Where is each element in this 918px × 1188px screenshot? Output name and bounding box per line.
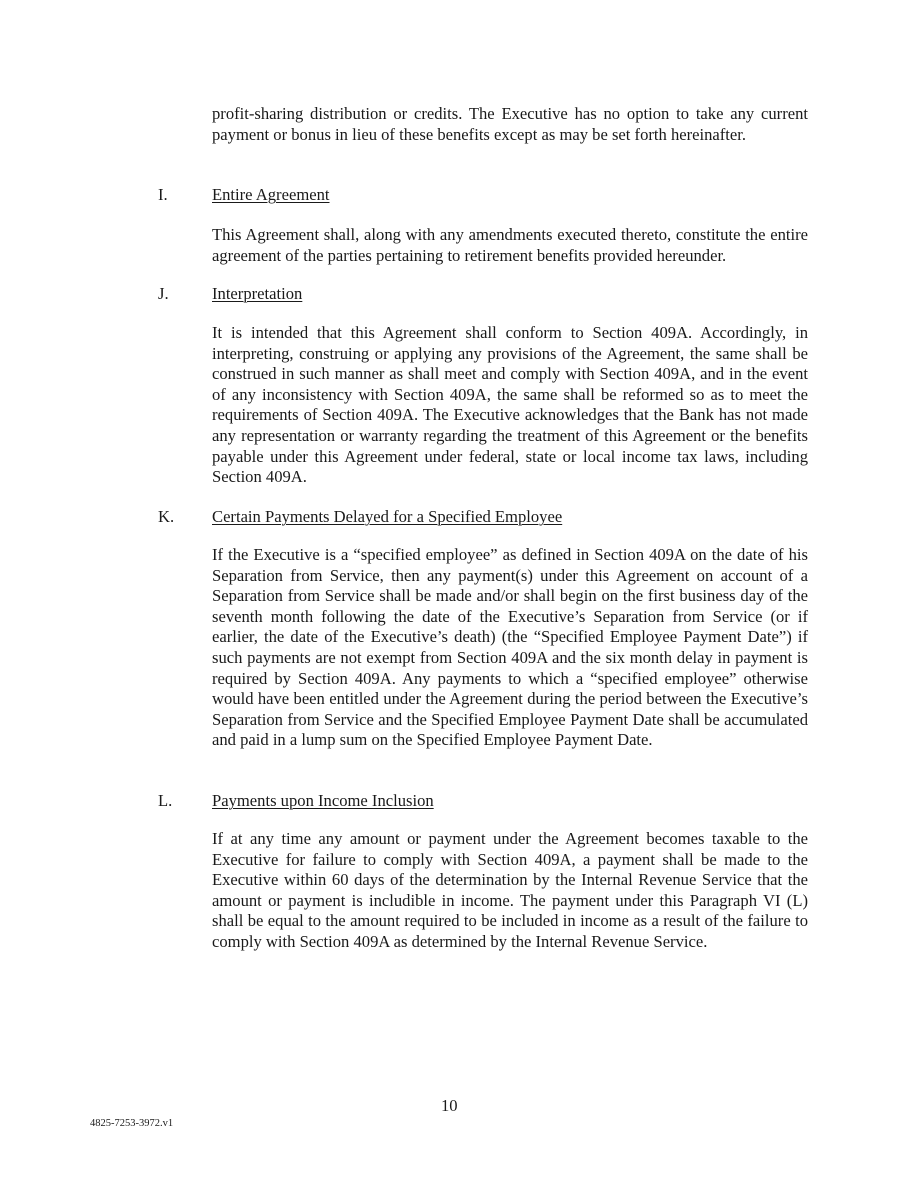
continuation-paragraph: profit-sharing distribution or credits. The Executive has no option to take any current payment or bonus in lieu of these benefits except as may be set forth hereinafter.	[212, 104, 808, 144]
section-l-body: If at any time any amount or payment under the Agreement becomes taxable to the Executive for failure to comply with Section 409A, a payment shall be made to the Executive within 60 days of the determination by the Internal Revenue Service that the amount or payment is includible in income. The payment under this Paragraph VI (L) shall be equal to the amount required to be included in income as a result of the failure to comply with Section 409A as determined by the Internal Revenue Service.	[212, 829, 808, 951]
section-i-title: Entire Agreement	[212, 185, 330, 204]
section-j-title: Interpretation	[212, 284, 303, 303]
section-j-letter: J.	[158, 284, 169, 303]
section-k-title: Certain Payments Delayed for a Specified Employee	[212, 507, 563, 526]
section-l-title: Payments upon Income Inclusion	[212, 791, 434, 810]
section-j-body: It is intended that this Agreement shall conform to Section 409A. Accordingly, in interpreting, construing or applying any provisions of the Agreement, the same shall be construed in such manner as shall meet and comply with Section 409A, and in the event of any inconsistency with Section 409A, the same shall be reformed so as to meet the requirements of Section 409A. The Executive acknowledges that the Bank has not made any representation or warranty regarding the treatment of this Agreement or the benefits payable under this Agreement under federal, state or local income tax laws, including Section 409A.	[212, 323, 808, 487]
document-id: 4825-7253-3972.v1	[90, 1118, 174, 1129]
page-number: 10	[441, 1096, 458, 1115]
section-k-letter: K.	[158, 507, 175, 526]
section-k-body: If the Executive is a “specified employee” as defined in Section 409A on the date of his Separation from Service, then any payment(s) under this Agreement on account of a Separation from Service shall be made and/or shall begin on the first business day of the seventh month following the date of the Executive’s Separation from Service (or if earlier, the date of the Executive’s death) (the “Specified Employee Payment Date”) if such payments are not exempt from Section 409A and the six month delay in payment is required by Section 409A. Any payments to which a “specified employee” otherwise would have been entitled under the Agreement during the period between the Executive’s Separation from Service and the Specified Employee Payment Date shall be accumulated and paid in a lump sum on the Specified Employee Payment Date.	[212, 545, 808, 750]
section-i-body: This Agreement shall, along with any amendments executed thereto, constitute the entire agreement of the parties pertaining to retirement benefits provided hereunder.	[212, 225, 808, 265]
section-l-letter: L.	[158, 791, 173, 810]
section-i-letter: I.	[158, 185, 168, 204]
